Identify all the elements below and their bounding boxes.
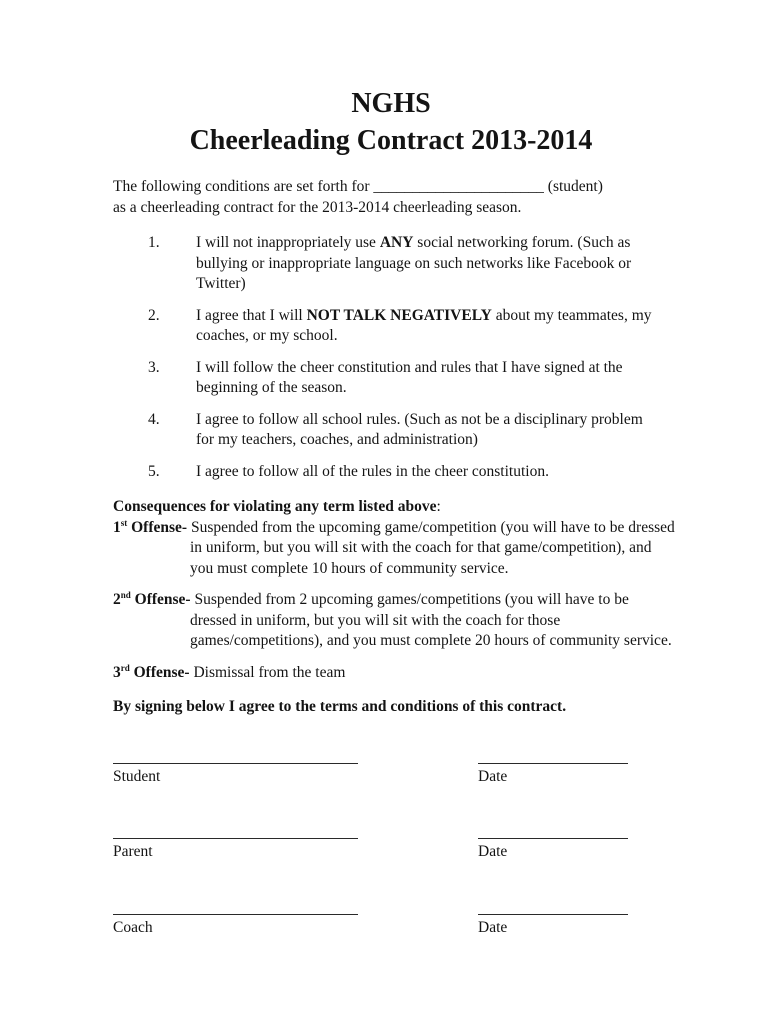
term-number: 1.: [148, 234, 160, 251]
term-number: 3.: [148, 358, 160, 376]
signature-row-student: [113, 763, 669, 788]
intro-line1-post: (student): [543, 178, 603, 195]
intro-paragraph: [113, 177, 669, 218]
signature-role-label: Parent: [113, 843, 153, 860]
document-title: [113, 85, 669, 159]
offense-text: Suspended from 2 upcoming games/competitions (you will have to be dressed in uniform, but you will sit with the coach for those games/competitions), and you must complete 20 hours of community service.: [190, 591, 672, 649]
signature-role-label: Coach: [113, 918, 153, 936]
offense-label: 3rd Offense-: [113, 662, 190, 681]
parent-date-line[interactable]: [478, 838, 628, 839]
closing-statement: By signing below I agree to the terms and conditions of this contract.: [113, 698, 567, 715]
term-text: I agree that I will NOT TALK NEGATIVELY about my teammates, my coaches, or my school.: [196, 306, 652, 344]
term-text: I agree to follow all school rules. (Such as not be a disciplinary problem for my teachers, coaches, and administration): [196, 410, 643, 448]
offense-text: Dismissal from the team: [193, 663, 346, 681]
term-item-4: [148, 410, 669, 451]
coach-signature-line[interactable]: [113, 914, 358, 915]
term-item-2: [148, 306, 669, 347]
term-text: I will follow the cheer constitution and rules that I have signed at the beginning of the season.: [196, 358, 623, 396]
consequences-heading: Consequences for violating any term listed above:: [113, 498, 441, 515]
signature-section: [113, 763, 669, 939]
offense-text: Suspended from the upcoming game/competition (you will have to be dressed in uniform, but you will sit with the coach for that game/competition), and you must complete 10 hours of community service.: [190, 518, 675, 577]
signature-row-coach: [113, 914, 669, 939]
offense-item-1: [113, 518, 677, 580]
term-item-1: [148, 233, 669, 295]
term-text: I agree to follow all of the rules in the cheer constitution.: [196, 462, 549, 480]
student-name-blank[interactable]: ______________________: [373, 178, 544, 195]
title-contract-name: Cheerleading Contract 2013-2014: [189, 125, 593, 156]
term-item-5: [148, 462, 669, 483]
student-date-line[interactable]: [478, 763, 628, 764]
term-text: I will not inappropriately use ANY social networking forum. (Such as bullying or inappropriate language on such networks like Facebook or Twitter): [196, 234, 632, 292]
date-label: Date: [478, 767, 508, 785]
offense-label: 1st Offense-: [113, 517, 188, 536]
student-signature-line[interactable]: [113, 763, 358, 764]
term-number: 5.: [148, 462, 160, 480]
signature-row-parent: [113, 838, 669, 863]
signature-role-label: Student: [113, 767, 161, 785]
intro-line2: as a cheerleading contract for the 2013-2014 cheerleading season.: [113, 198, 522, 216]
term-number: 4.: [148, 410, 160, 428]
offense-item-3: [113, 663, 677, 684]
terms-list: [113, 233, 669, 482]
date-label: Date: [478, 918, 508, 936]
term-number: 2.: [148, 306, 160, 324]
date-label: Date: [478, 843, 508, 860]
offense-item-2: [113, 590, 677, 652]
title-school-name: NGHS: [351, 88, 431, 119]
parent-signature-line[interactable]: [113, 838, 358, 839]
offense-label: 2nd Offense-: [113, 589, 191, 608]
coach-date-line[interactable]: [478, 914, 628, 915]
term-item-3: [148, 358, 669, 399]
intro-line1-pre: The following conditions are set forth for: [113, 178, 374, 195]
